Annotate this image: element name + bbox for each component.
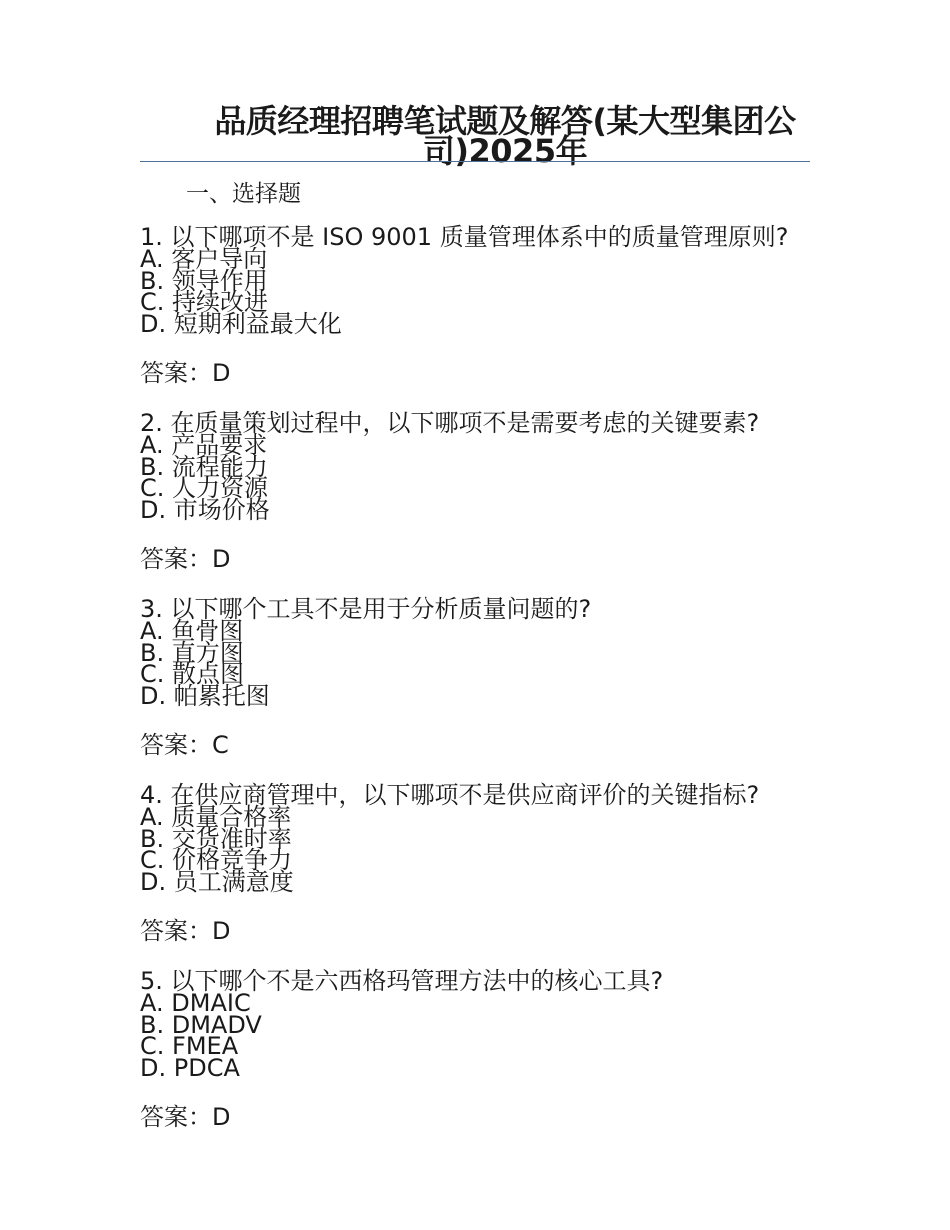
section-heading: 一、选择题 xyxy=(186,181,301,207)
question-4 xyxy=(140,783,820,945)
option-a: A. 产品要求 xyxy=(140,431,268,459)
option-a: A. 客户导向 xyxy=(140,245,268,273)
title-divider xyxy=(140,161,810,162)
option-c: C. 持续改进 xyxy=(140,288,269,316)
option-a: A. 质量合格率 xyxy=(140,803,292,831)
option-a: A. 鱼骨图 xyxy=(140,617,244,645)
option-c: C. 人力资源 xyxy=(140,474,269,502)
question-2 xyxy=(140,411,820,573)
option-b: B. 流程能力 xyxy=(140,452,268,481)
option-d: D. 市场价格 xyxy=(140,495,270,524)
option-d: D. 员工满意度 xyxy=(140,867,294,896)
answer: 答案：C xyxy=(140,731,229,759)
document-title: 品质经理招聘笔试题及解答(某大型集团公司)2025年 xyxy=(214,102,796,170)
question-text: 1. 以下哪项不是 ISO 9001 质量管理体系中的质量管理原则? xyxy=(140,223,789,251)
option-b: B. 领导作用 xyxy=(140,266,268,295)
option-d: D. 帕累托图 xyxy=(140,681,270,710)
question-text: 3. 以下哪个工具不是用于分析质量问题的? xyxy=(140,595,592,623)
option-b: B. 交货准时率 xyxy=(140,824,292,853)
option-b: B. DMADV xyxy=(140,1010,262,1039)
option-d: D. PDCA xyxy=(140,1053,240,1082)
answer: 答案：D xyxy=(140,1103,231,1131)
option-a: A. DMAIC xyxy=(140,989,251,1017)
option-d: D. 短期利益最大化 xyxy=(140,309,342,338)
question-list xyxy=(140,225,820,1155)
option-c: C. 价格竞争力 xyxy=(140,846,293,874)
question-5 xyxy=(140,969,820,1131)
option-c: C. FMEA xyxy=(140,1032,239,1060)
answer: 答案：D xyxy=(140,545,231,573)
question-1 xyxy=(140,225,820,387)
question-text: 2. 在质量策划过程中，以下哪项不是需要考虑的关键要素? xyxy=(140,409,760,437)
answer: 答案：D xyxy=(140,917,231,945)
answer: 答案：D xyxy=(140,359,231,387)
option-b: B. 直方图 xyxy=(140,638,244,667)
option-c: C. 散点图 xyxy=(140,660,245,688)
question-3 xyxy=(140,597,820,759)
question-text: 5. 以下哪个不是六西格玛管理方法中的核心工具? xyxy=(140,967,664,995)
question-text: 4. 在供应商管理中，以下哪项不是供应商评价的关键指标? xyxy=(140,781,760,809)
